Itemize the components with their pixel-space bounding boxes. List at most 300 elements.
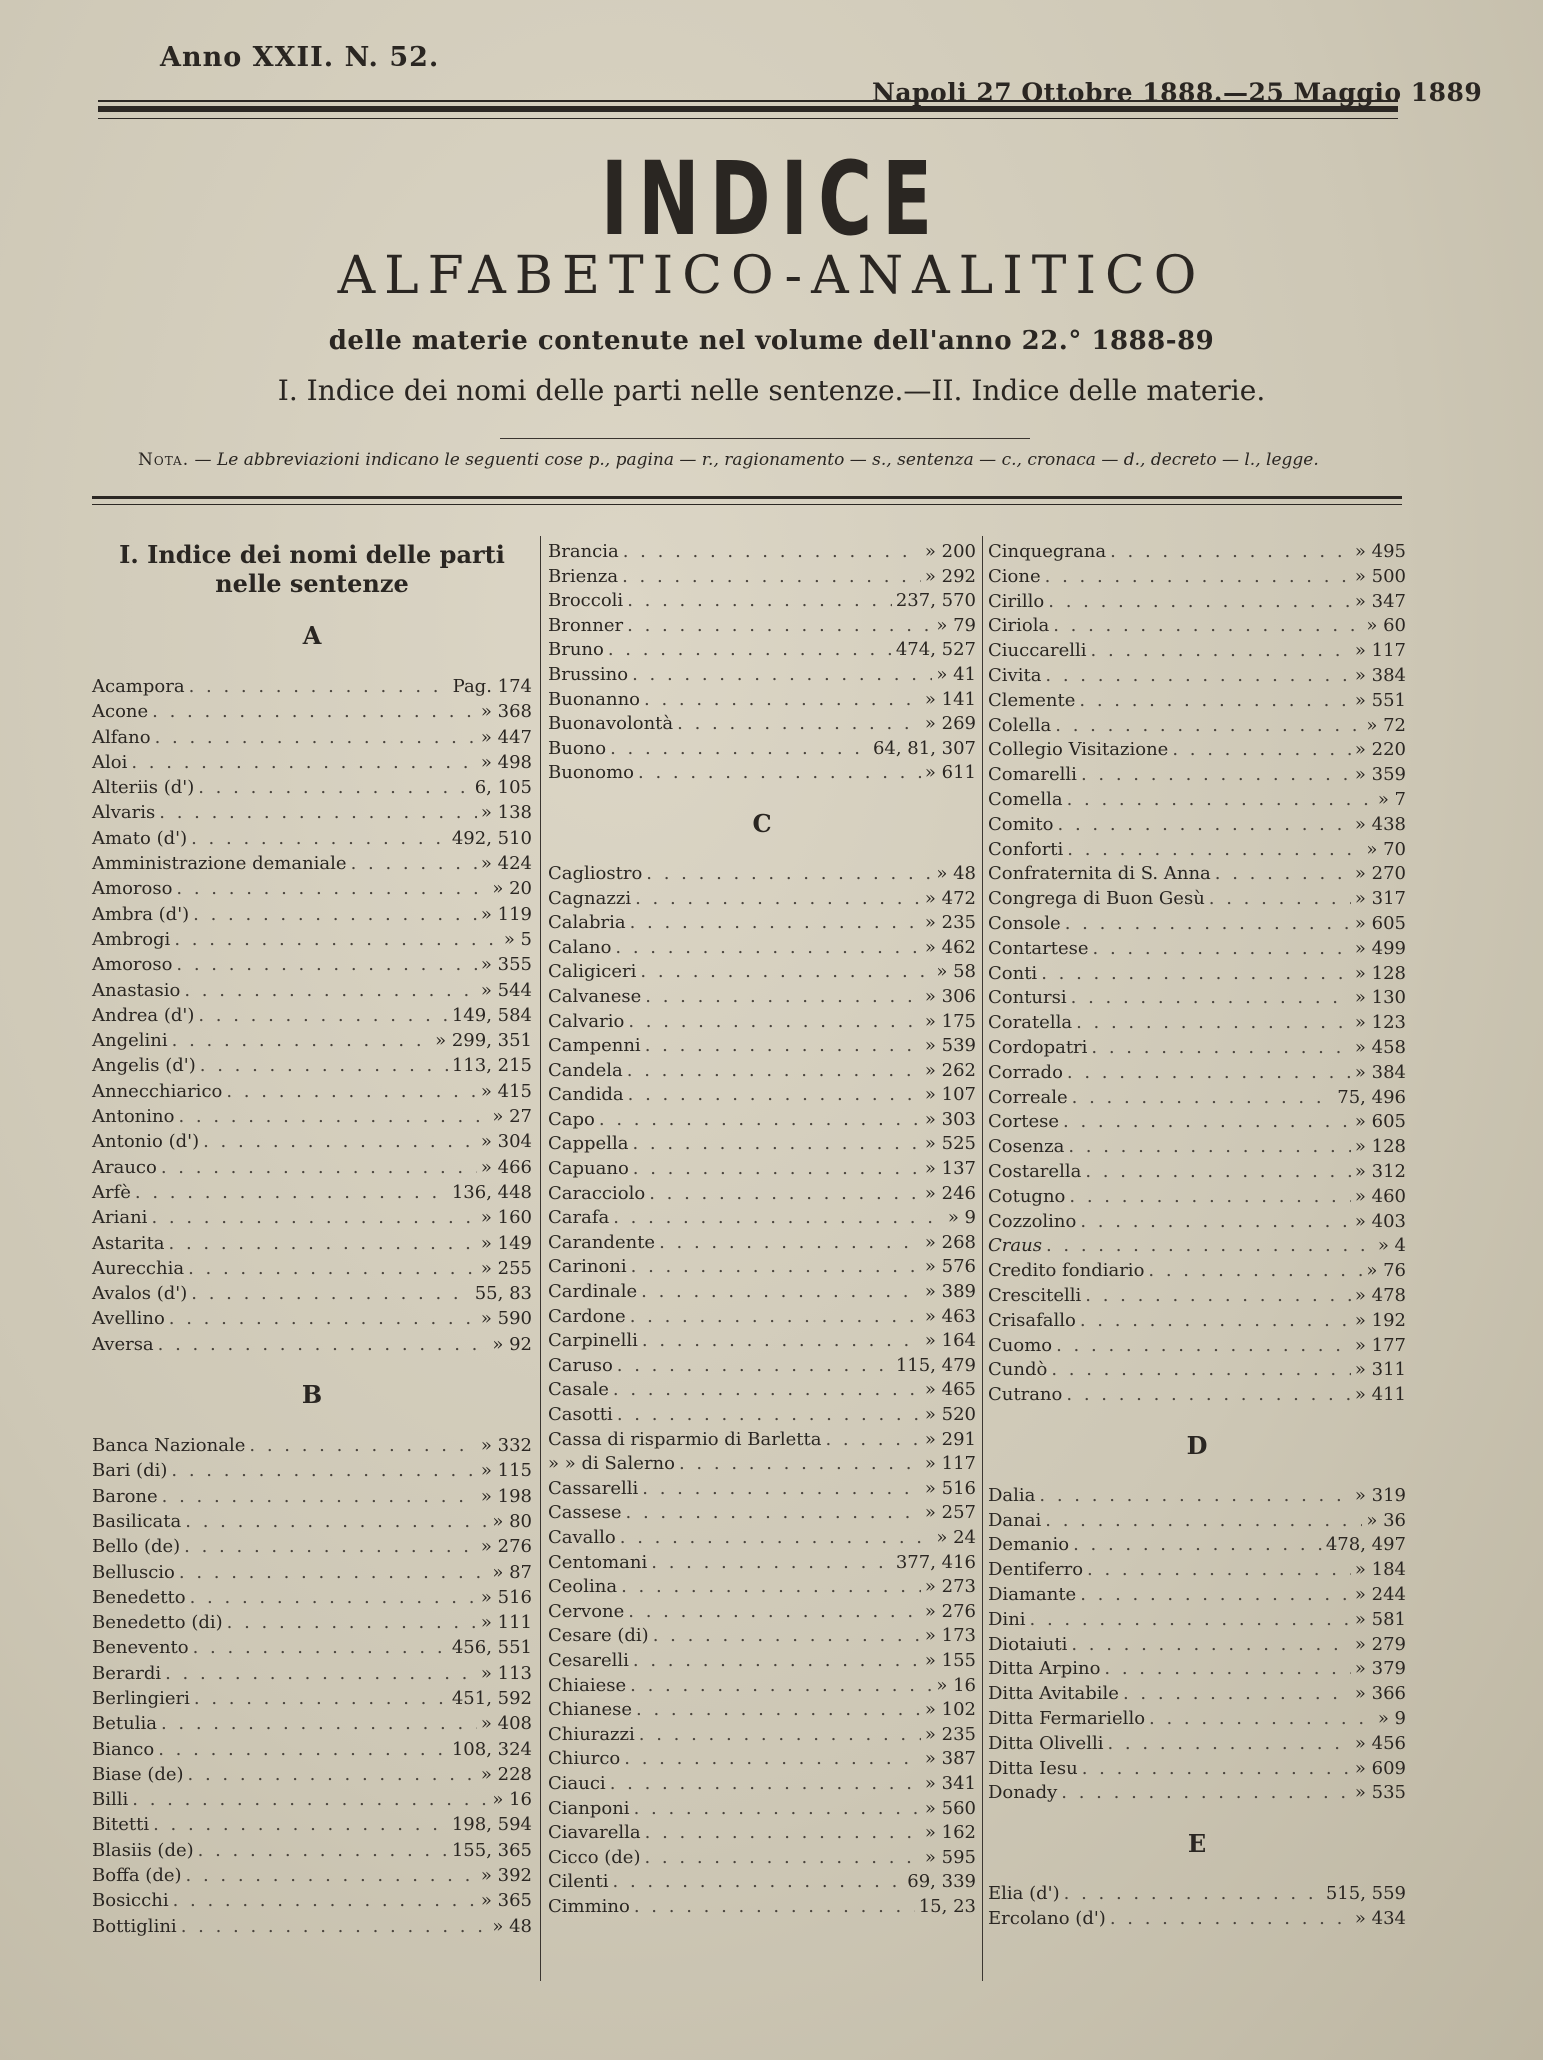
entry-page: » 465 <box>924 1379 976 1401</box>
entry-name: Caruso <box>548 1354 613 1376</box>
leader-dots <box>1045 1509 1362 1534</box>
entry-name: Civita <box>988 664 1042 686</box>
index-entry <box>988 639 1406 664</box>
index-entry <box>548 887 976 912</box>
entry-name: Elia (d') <box>988 1883 1060 1905</box>
index-entry <box>92 775 532 800</box>
content-rule-thin <box>92 504 1402 505</box>
entry-name: Cozzolino <box>988 1210 1077 1232</box>
column-divider <box>540 536 541 1981</box>
index-entry <box>92 1762 532 1787</box>
volume-description: delle materie contenute nel volume dell'anno 22.° 1888-89 <box>328 326 1215 356</box>
leader-dots <box>249 1433 477 1458</box>
index-entry <box>92 1863 532 1888</box>
index-entry <box>92 1585 532 1610</box>
entry-page: » 499 <box>1354 937 1406 959</box>
entry-name: Amoroso <box>92 954 173 976</box>
page-title: INDICE <box>600 140 943 259</box>
entry-name: Ambra (d') <box>92 903 190 925</box>
leader-dots <box>169 1306 477 1331</box>
entry-page: » 447 <box>480 726 532 748</box>
entry-page: » 79 <box>936 614 976 636</box>
leader-dots <box>633 1649 921 1674</box>
leader-dots <box>1149 1707 1374 1732</box>
leader-dots <box>152 699 477 724</box>
index-entry <box>988 1608 1406 1633</box>
index-entry <box>92 1256 532 1281</box>
entry-name: Antonino <box>92 1106 175 1128</box>
entry-page: » 16 <box>936 1674 976 1696</box>
leader-dots <box>1104 1657 1350 1682</box>
entry-page: 237, 570 <box>895 590 976 612</box>
index-entry <box>92 1686 532 1711</box>
entry-name: Carpinelli <box>548 1330 638 1352</box>
leader-dots <box>608 638 892 663</box>
entry-page: » 478 <box>1354 1284 1406 1306</box>
index-entry <box>548 1182 976 1207</box>
leader-dots <box>630 1305 921 1330</box>
entry-name: Cesare (di) <box>548 1625 649 1647</box>
index-entry <box>548 712 976 737</box>
entry-name: Amoroso <box>92 878 173 900</box>
entry-name: Dini <box>988 1608 1026 1630</box>
leader-dots <box>174 927 500 952</box>
entry-name: Correale <box>988 1086 1068 1108</box>
content-rule <box>92 496 1402 499</box>
index-entry <box>548 1378 976 1403</box>
leader-dots <box>191 826 448 851</box>
leader-dots <box>624 1747 921 1772</box>
entry-page: » 458 <box>1354 1036 1406 1058</box>
entry-page: » 220 <box>1354 739 1406 761</box>
entry-name: Bosicchi <box>92 1890 169 1912</box>
leader-dots <box>638 761 921 786</box>
entry-name: Brancia <box>548 541 619 562</box>
divider <box>500 438 1030 439</box>
entry-page: 136, 448 <box>451 1181 532 1203</box>
entry-page: » 4 <box>1377 1235 1406 1257</box>
index-entry <box>548 1108 976 1133</box>
leader-dots <box>642 1329 921 1354</box>
entry-name: Ditta Avitabile <box>988 1683 1119 1705</box>
leader-dots <box>1030 1608 1351 1633</box>
entry-name: Annecchiarico <box>92 1080 223 1102</box>
index-entry <box>92 800 532 825</box>
entry-page: » 184 <box>1354 1559 1406 1581</box>
entry-page: 115, 479 <box>895 1354 976 1376</box>
index-entry <box>988 1558 1406 1583</box>
index-entry <box>92 1812 532 1837</box>
index-entry <box>988 590 1406 615</box>
letter-heading-c: C <box>752 808 772 838</box>
entry-name: Arfè <box>92 1181 131 1203</box>
leader-dots <box>161 1155 477 1180</box>
entry-name: Danai <box>988 1509 1042 1531</box>
entry-page: » 387 <box>924 1748 976 1770</box>
index-entry <box>92 1838 532 1863</box>
leader-dots <box>155 725 477 750</box>
entry-name: Ceolina <box>548 1576 618 1598</box>
entry-name: Coratella <box>988 1012 1073 1034</box>
entry-name: Ciavarella <box>548 1822 641 1844</box>
entry-page: » 379 <box>1354 1658 1406 1680</box>
index-entry <box>92 952 532 977</box>
entry-page: » 60 <box>1366 615 1406 637</box>
leader-dots <box>1123 1682 1351 1707</box>
index-entry <box>92 1534 532 1559</box>
entry-name: Collegio Visitazione <box>988 739 1169 761</box>
entry-page: 108, 324 <box>451 1738 532 1760</box>
index-entry <box>548 862 976 887</box>
leader-dots <box>188 1256 477 1281</box>
entry-name: Benedetto (di) <box>92 1612 223 1634</box>
leader-dots <box>1085 1284 1351 1309</box>
entry-name: Cuomo <box>988 1334 1053 1356</box>
index-entry <box>92 1129 532 1154</box>
entry-page: 492, 510 <box>451 827 532 849</box>
entry-page: » 115 <box>480 1460 532 1482</box>
entry-name: Diamante <box>988 1584 1077 1606</box>
entry-page: » 257 <box>924 1502 976 1524</box>
entry-page: » 500 <box>1354 565 1406 587</box>
entry-page: Pag. 174 <box>452 676 532 697</box>
entry-page: » 595 <box>924 1846 976 1868</box>
entry-name: Berardi <box>92 1662 162 1684</box>
index-entry <box>92 1281 532 1306</box>
entry-page: » 276 <box>924 1600 976 1622</box>
leader-dots <box>1091 1036 1350 1061</box>
leader-dots <box>677 712 921 737</box>
entry-name: Benevento <box>92 1637 189 1659</box>
index-entry <box>988 1657 1406 1682</box>
entry-page: » 102 <box>924 1699 976 1721</box>
entry-name: Amministrazione demaniale <box>92 853 347 875</box>
entry-name: Cervone <box>548 1600 625 1622</box>
entry-name: Brienza <box>548 565 619 587</box>
entry-page: » 408 <box>480 1713 532 1735</box>
leader-dots <box>1039 1484 1350 1509</box>
header-rule-thin <box>98 118 1398 119</box>
entry-name: Alteriis (d') <box>92 777 195 799</box>
entry-page: » 137 <box>924 1158 976 1180</box>
leader-dots <box>632 663 932 688</box>
entry-name: Bottiglini <box>92 1915 177 1937</box>
index-entry <box>92 1053 532 1078</box>
index-entry <box>92 1635 532 1660</box>
entry-name: Cundò <box>988 1359 1048 1381</box>
entry-name: Aurecchia <box>92 1257 185 1279</box>
leader-dots <box>1067 838 1362 863</box>
entry-name: Bitetti <box>92 1814 150 1836</box>
entry-name: Ditta Arpino <box>988 1658 1101 1680</box>
entry-page: » 270 <box>1354 863 1406 885</box>
entry-page: » 384 <box>1354 664 1406 686</box>
entry-page: » 87 <box>492 1561 532 1583</box>
leader-dots <box>1066 1383 1351 1408</box>
entry-name: Cianponi <box>548 1797 630 1819</box>
entry-page: » 155 <box>924 1649 976 1671</box>
index-entry <box>548 1870 976 1895</box>
entry-name: Console <box>988 912 1061 934</box>
leader-dots <box>640 960 932 985</box>
entry-page: » 72 <box>1366 714 1406 736</box>
leader-dots <box>628 1010 921 1035</box>
index-entry <box>92 927 532 952</box>
index-entry <box>548 761 976 786</box>
leader-dots <box>645 1821 921 1846</box>
entry-name: » » di Salerno <box>548 1453 675 1475</box>
entry-page: » 48 <box>492 1915 532 1937</box>
leader-dots <box>193 902 477 927</box>
entry-name: Centomani <box>548 1551 648 1573</box>
entry-page: » 164 <box>924 1330 976 1352</box>
entry-name: Acone <box>92 701 149 723</box>
leader-dots <box>1079 689 1351 714</box>
leader-dots <box>628 1600 921 1625</box>
entry-page: » 269 <box>924 713 976 735</box>
leader-dots <box>825 1428 920 1453</box>
leader-dots <box>1053 614 1362 639</box>
entry-page: » 306 <box>924 985 976 1007</box>
leader-dots <box>1209 887 1351 912</box>
entry-name: Cagnazzi <box>548 887 632 909</box>
entry-page: » 368 <box>480 701 532 723</box>
index-entry <box>548 614 976 639</box>
leader-dots <box>635 887 921 912</box>
entry-name: Boffa (de) <box>92 1865 182 1887</box>
entry-page: » 516 <box>480 1586 532 1608</box>
letter-heading-a: A <box>302 621 322 650</box>
index-entry <box>92 699 532 724</box>
leader-dots <box>203 1129 477 1154</box>
leader-dots <box>613 1378 921 1403</box>
leader-dots <box>1076 1011 1351 1036</box>
entry-name: Cappella <box>548 1133 629 1155</box>
leader-dots <box>178 1104 488 1129</box>
leader-dots <box>193 1635 448 1660</box>
entry-page: 474, 527 <box>895 639 976 661</box>
leader-dots <box>1087 1558 1351 1583</box>
leader-dots <box>1061 1781 1351 1806</box>
letter-heading-b: B <box>301 1380 323 1410</box>
index-entry <box>988 1781 1406 1806</box>
leader-dots <box>184 978 477 1003</box>
index-entry <box>548 985 976 1010</box>
leader-dots <box>351 851 477 876</box>
entry-page: » 279 <box>1354 1633 1406 1655</box>
index-entry <box>548 1010 976 1035</box>
leader-dots <box>1172 738 1351 763</box>
entry-page: » 434 <box>1354 1908 1406 1930</box>
entry-page: » 516 <box>924 1477 976 1499</box>
entry-name: Dalia <box>988 1484 1036 1506</box>
index-entry <box>92 1433 532 1458</box>
entry-name: Cinquegrana <box>988 541 1107 562</box>
index-entry <box>988 1061 1406 1086</box>
index-entry <box>548 1526 976 1551</box>
leader-dots <box>1064 1882 1322 1907</box>
entry-name: Donady <box>988 1782 1058 1804</box>
entry-name: Acampora <box>92 676 185 697</box>
entry-page: » 128 <box>1354 962 1406 984</box>
leader-dots <box>1068 1135 1351 1160</box>
entry-name: Contartese <box>988 937 1089 959</box>
note-text: — Le abbreviazioni indicano le seguenti cose p., pagina — r., ragionamento — s., sentenza — c., cronaca — d., decreto — l., legge. <box>194 450 1319 470</box>
leader-dots <box>135 1180 448 1205</box>
leader-dots <box>1093 937 1351 962</box>
entry-page: » 255 <box>480 1257 532 1279</box>
leader-dots <box>639 1723 921 1748</box>
entry-name: Benedetto <box>92 1586 186 1608</box>
leader-dots <box>632 1132 920 1157</box>
entry-page: » 576 <box>924 1256 976 1278</box>
leader-dots <box>191 1281 470 1306</box>
entry-name: Calvanese <box>548 985 642 1007</box>
index-entry <box>92 978 532 1003</box>
entry-name: Angelini <box>92 1030 168 1052</box>
leader-dots <box>1081 763 1351 788</box>
entry-page: » 107 <box>924 1084 976 1106</box>
index-entry <box>548 1305 976 1330</box>
entry-name: Caligiceri <box>548 961 637 983</box>
entry-name: Ciauci <box>548 1772 606 1794</box>
index-entry <box>92 1484 532 1509</box>
entry-name: Conti <box>988 962 1038 984</box>
index-entry <box>988 540 1406 565</box>
entry-page: » 162 <box>924 1822 976 1844</box>
entry-name: Ciriola <box>988 615 1050 637</box>
entry-name: Berlingieri <box>92 1687 190 1709</box>
entry-page: 75, 496 <box>1337 1086 1406 1108</box>
leader-dots <box>623 540 921 565</box>
leader-dots <box>162 1484 477 1509</box>
entry-page: 515, 559 <box>1325 1883 1406 1905</box>
index-entry <box>988 689 1406 714</box>
leader-dots <box>1110 540 1351 565</box>
index-entry <box>92 1787 532 1812</box>
entry-name: Brussino <box>548 663 629 685</box>
index-entry <box>92 1306 532 1331</box>
entry-name: Buono <box>548 737 607 759</box>
entry-name: Angelis (d') <box>92 1055 196 1077</box>
entry-name: Broccoli <box>548 590 624 612</box>
entry-page: » 299, 351 <box>435 1030 532 1052</box>
entry-name: Cavallo <box>548 1526 616 1548</box>
entry-name: Candela <box>548 1059 623 1081</box>
leader-dots <box>1045 664 1350 689</box>
entry-page: 69, 339 <box>907 1871 976 1893</box>
entry-name: Cesarelli <box>548 1649 629 1671</box>
index-entry <box>92 1231 532 1256</box>
index-entry <box>988 1185 1406 1210</box>
index-entry <box>988 1583 1406 1608</box>
leader-dots <box>1065 912 1351 937</box>
entry-page: » 27 <box>492 1106 532 1128</box>
entry-name: Dentiferro <box>988 1559 1084 1581</box>
index-entry <box>92 1104 532 1129</box>
leader-dots <box>621 1575 921 1600</box>
entry-page: » 24 <box>936 1526 976 1548</box>
entry-page: » 123 <box>1354 1012 1406 1034</box>
entry-page: » 76 <box>1366 1260 1406 1282</box>
entry-page: » 244 <box>1354 1584 1406 1606</box>
index-entry <box>548 1452 976 1477</box>
leader-dots <box>1107 1732 1350 1757</box>
index-entry <box>548 1551 976 1576</box>
entry-name: Alvaris <box>92 802 156 824</box>
entry-page: » 246 <box>924 1182 976 1204</box>
entry-page: » 92 <box>492 1333 532 1355</box>
entry-page: » 70 <box>1366 838 1406 860</box>
entry-page: » 319 <box>1354 1484 1406 1506</box>
entry-name: Alfano <box>92 726 151 748</box>
leader-dots <box>1091 639 1351 664</box>
entry-name: Cortese <box>988 1111 1059 1133</box>
leader-dots <box>169 1231 477 1256</box>
entry-page: » 80 <box>492 1510 532 1532</box>
index-entry <box>548 1255 976 1280</box>
entry-page: » 48 <box>936 862 976 884</box>
entry-page: » 117 <box>1354 640 1406 662</box>
index-entry <box>92 1914 532 1939</box>
column-divider <box>982 536 983 1981</box>
entry-name: Calvario <box>548 1010 625 1032</box>
index-entry <box>988 1284 1406 1309</box>
index-entry <box>988 1757 1406 1782</box>
index-entry <box>548 688 976 713</box>
index-entry <box>988 887 1406 912</box>
leader-dots <box>132 1787 488 1812</box>
leader-dots <box>649 1182 921 1207</box>
entry-name: Candida <box>548 1084 624 1106</box>
entry-name: Calano <box>548 936 612 958</box>
entry-name: Carandente <box>548 1231 656 1253</box>
leader-dots <box>644 688 921 713</box>
entry-name: Cagliostro <box>548 862 643 884</box>
index-entry <box>548 1280 976 1305</box>
entry-name: Casale <box>548 1379 609 1401</box>
leader-dots <box>1073 1533 1322 1558</box>
index-column-2 <box>548 540 976 1919</box>
leader-dots <box>631 1255 921 1280</box>
entry-page: » 525 <box>924 1133 976 1155</box>
index-entry <box>548 1403 976 1428</box>
entry-name: Caracciolo <box>548 1182 646 1204</box>
index-entry <box>548 663 976 688</box>
index-entry <box>92 1610 532 1635</box>
index-entry <box>548 911 976 936</box>
entry-name: Colella <box>988 714 1052 736</box>
entry-name: Conforti <box>988 838 1064 860</box>
abbreviation-note <box>138 450 1319 470</box>
index-entry <box>988 738 1406 763</box>
index-entry <box>548 1624 976 1649</box>
leader-dots <box>1067 1061 1351 1086</box>
leader-dots <box>630 911 921 936</box>
leader-dots <box>1215 862 1351 887</box>
index-entry <box>988 1383 1406 1408</box>
leader-dots <box>227 1610 477 1635</box>
entry-page: 113, 215 <box>451 1055 532 1077</box>
entry-name: Comito <box>988 813 1054 835</box>
entry-page: » 590 <box>480 1308 532 1330</box>
entry-name: Costarella <box>988 1160 1082 1182</box>
entry-page: » 292 <box>924 565 976 587</box>
leader-dots <box>171 1458 477 1483</box>
letter-heading-e: E <box>1187 1829 1207 1859</box>
index-entry <box>988 664 1406 689</box>
entry-name: Calabria <box>548 912 626 934</box>
